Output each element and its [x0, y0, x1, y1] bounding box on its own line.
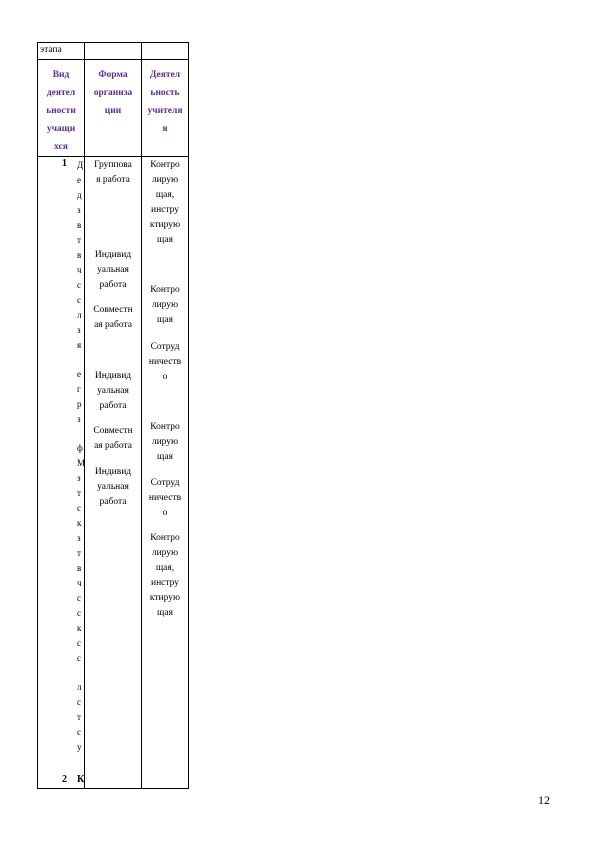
form-line: уальная: [97, 386, 129, 396]
activity-fragment-char: в: [77, 250, 82, 260]
teacher-line: лирую: [151, 548, 179, 558]
form-line: Индивид: [94, 467, 132, 477]
header-col3-line: ьность: [150, 88, 180, 98]
activity-fragment-char: л: [77, 682, 82, 692]
activity-fragment-char: т: [77, 548, 81, 558]
teacher-line: инстру: [150, 205, 180, 215]
row-number: 2: [62, 774, 67, 785]
activity-fragment-char: к: [77, 518, 82, 528]
header-col3-line: я: [162, 124, 168, 134]
teacher-line: о: [162, 508, 168, 518]
activity-fragment-char: М: [77, 458, 86, 468]
teacher-line: ктирую: [149, 220, 181, 230]
form-line: Совместн: [93, 305, 133, 315]
teacher-cell: [142, 340, 188, 385]
teacher-line: Контро: [150, 285, 180, 295]
teacher-cell: [142, 420, 188, 465]
form-line: Совместн: [93, 426, 133, 436]
header-col2-line: Форма: [98, 70, 128, 80]
table-border-bottom: [37, 788, 189, 789]
table-border-row1: [37, 59, 189, 60]
teacher-line: щая: [157, 452, 173, 462]
teacher-line: Контро: [150, 533, 180, 543]
form-line: ая работа: [94, 320, 132, 330]
form-line: работа: [99, 401, 127, 411]
form-line: уальная: [97, 265, 129, 275]
header-col1-line: учащи: [46, 124, 76, 134]
activity-fragment-char: Д: [77, 160, 84, 170]
form-cell: [86, 303, 140, 333]
table-border-col1: [84, 42, 85, 789]
activity-fragment-char: я: [77, 340, 82, 350]
activity-fragment-char: в: [77, 220, 82, 230]
teacher-line: ктирую: [149, 593, 181, 603]
header-col1-line: хся: [54, 142, 68, 152]
activity-fragment-char: с: [77, 280, 81, 290]
teacher-line: щая,: [155, 190, 175, 200]
activity-fragment-char: ф: [77, 443, 83, 453]
activity-fragment-char: с: [77, 727, 81, 737]
header-organization-form: [85, 66, 141, 120]
activity-fragment-char: ч: [77, 578, 82, 588]
form-line: Группова: [94, 160, 132, 170]
teacher-line: Контро: [150, 160, 180, 170]
activity-fragment-char: с: [77, 653, 81, 663]
activity-fragment-char: с: [77, 503, 81, 513]
teacher-cell: [142, 158, 188, 248]
teacher-line: Сотруд: [150, 342, 180, 352]
teacher-cell: [142, 283, 188, 328]
form-cell: [86, 424, 140, 454]
header-teacher-activity: [142, 66, 188, 138]
teacher-cell: [142, 476, 188, 521]
teacher-line: щая: [157, 608, 173, 618]
activity-fragment-char: г: [77, 384, 81, 394]
header-col1-line: ьности: [46, 106, 76, 116]
activity-fragment-char: з: [77, 325, 81, 335]
activity-fragment-char: с: [77, 638, 81, 648]
activity-fragment-char: с: [77, 697, 81, 707]
activity-fragment-char: т: [77, 488, 81, 498]
teacher-line: лирую: [151, 300, 179, 310]
header-col2-line: организа: [93, 88, 133, 98]
form-line: я работа: [96, 175, 130, 185]
teacher-line: ничеств: [148, 357, 182, 367]
activity-fragment-char: ч: [77, 265, 82, 275]
header-col3-line: Деятел: [149, 70, 181, 80]
activity-fragment-char: е: [77, 369, 81, 379]
activity-fragment-char: д: [77, 190, 82, 200]
activity-fragment-char: т: [77, 712, 81, 722]
activity-fragment-char: т: [77, 235, 81, 245]
teacher-line: щая,: [155, 563, 175, 573]
teacher-line: Контро: [150, 422, 180, 432]
table-border-col2: [141, 42, 142, 789]
header-col2-line: ции: [104, 106, 122, 116]
row-number: 1: [62, 158, 67, 169]
form-cell: [86, 248, 140, 293]
activity-fragment-char: з: [77, 473, 81, 483]
page-number: 12: [538, 793, 550, 807]
teacher-line: ничеств: [148, 493, 182, 503]
header-activity-students: [38, 66, 84, 156]
activity-fragment-char: е: [77, 175, 81, 185]
header-col1-line: Вид: [52, 70, 70, 80]
teacher-line: Сотруд: [150, 478, 180, 488]
header-col1-line: деятел: [46, 88, 76, 98]
activity-fragment: К: [77, 774, 85, 785]
activity-fragment-char: з: [77, 205, 81, 215]
form-line: Индивид: [94, 371, 132, 381]
activity-fragment-char: с: [77, 608, 81, 618]
form-cell: [86, 465, 140, 510]
table-border-right: [188, 42, 189, 789]
form-line: Индивид: [94, 250, 132, 260]
form-cell: [86, 369, 140, 414]
teacher-line: щая: [157, 235, 173, 245]
activity-fragment-char: с: [77, 593, 81, 603]
activity-fragment-char: у: [77, 742, 82, 752]
activity-fragment-char: з: [77, 533, 81, 543]
form-line: работа: [99, 280, 127, 290]
table-border-header-bottom: [37, 156, 189, 157]
teacher-line: лирую: [151, 175, 179, 185]
teacher-cell: [142, 531, 188, 621]
activity-fragment-char: з: [77, 414, 81, 424]
header-col3-line: учителя: [147, 106, 183, 116]
activity-fragment-char: к: [77, 623, 82, 633]
activity-fragment-char: р: [77, 399, 82, 409]
activity-fragment-char: в: [77, 563, 82, 573]
form-line: ая работа: [94, 441, 132, 451]
teacher-line: инстру: [150, 578, 180, 588]
stage-label: этапа: [40, 45, 62, 55]
form-line: работа: [99, 497, 127, 507]
form-line: уальная: [97, 482, 129, 492]
activity-fragment-char: с: [77, 295, 81, 305]
teacher-line: щая: [157, 315, 173, 325]
activity-fragment-char: л: [77, 310, 82, 320]
teacher-line: лирую: [151, 437, 179, 447]
form-cell: [86, 158, 140, 188]
teacher-line: о: [162, 372, 168, 382]
